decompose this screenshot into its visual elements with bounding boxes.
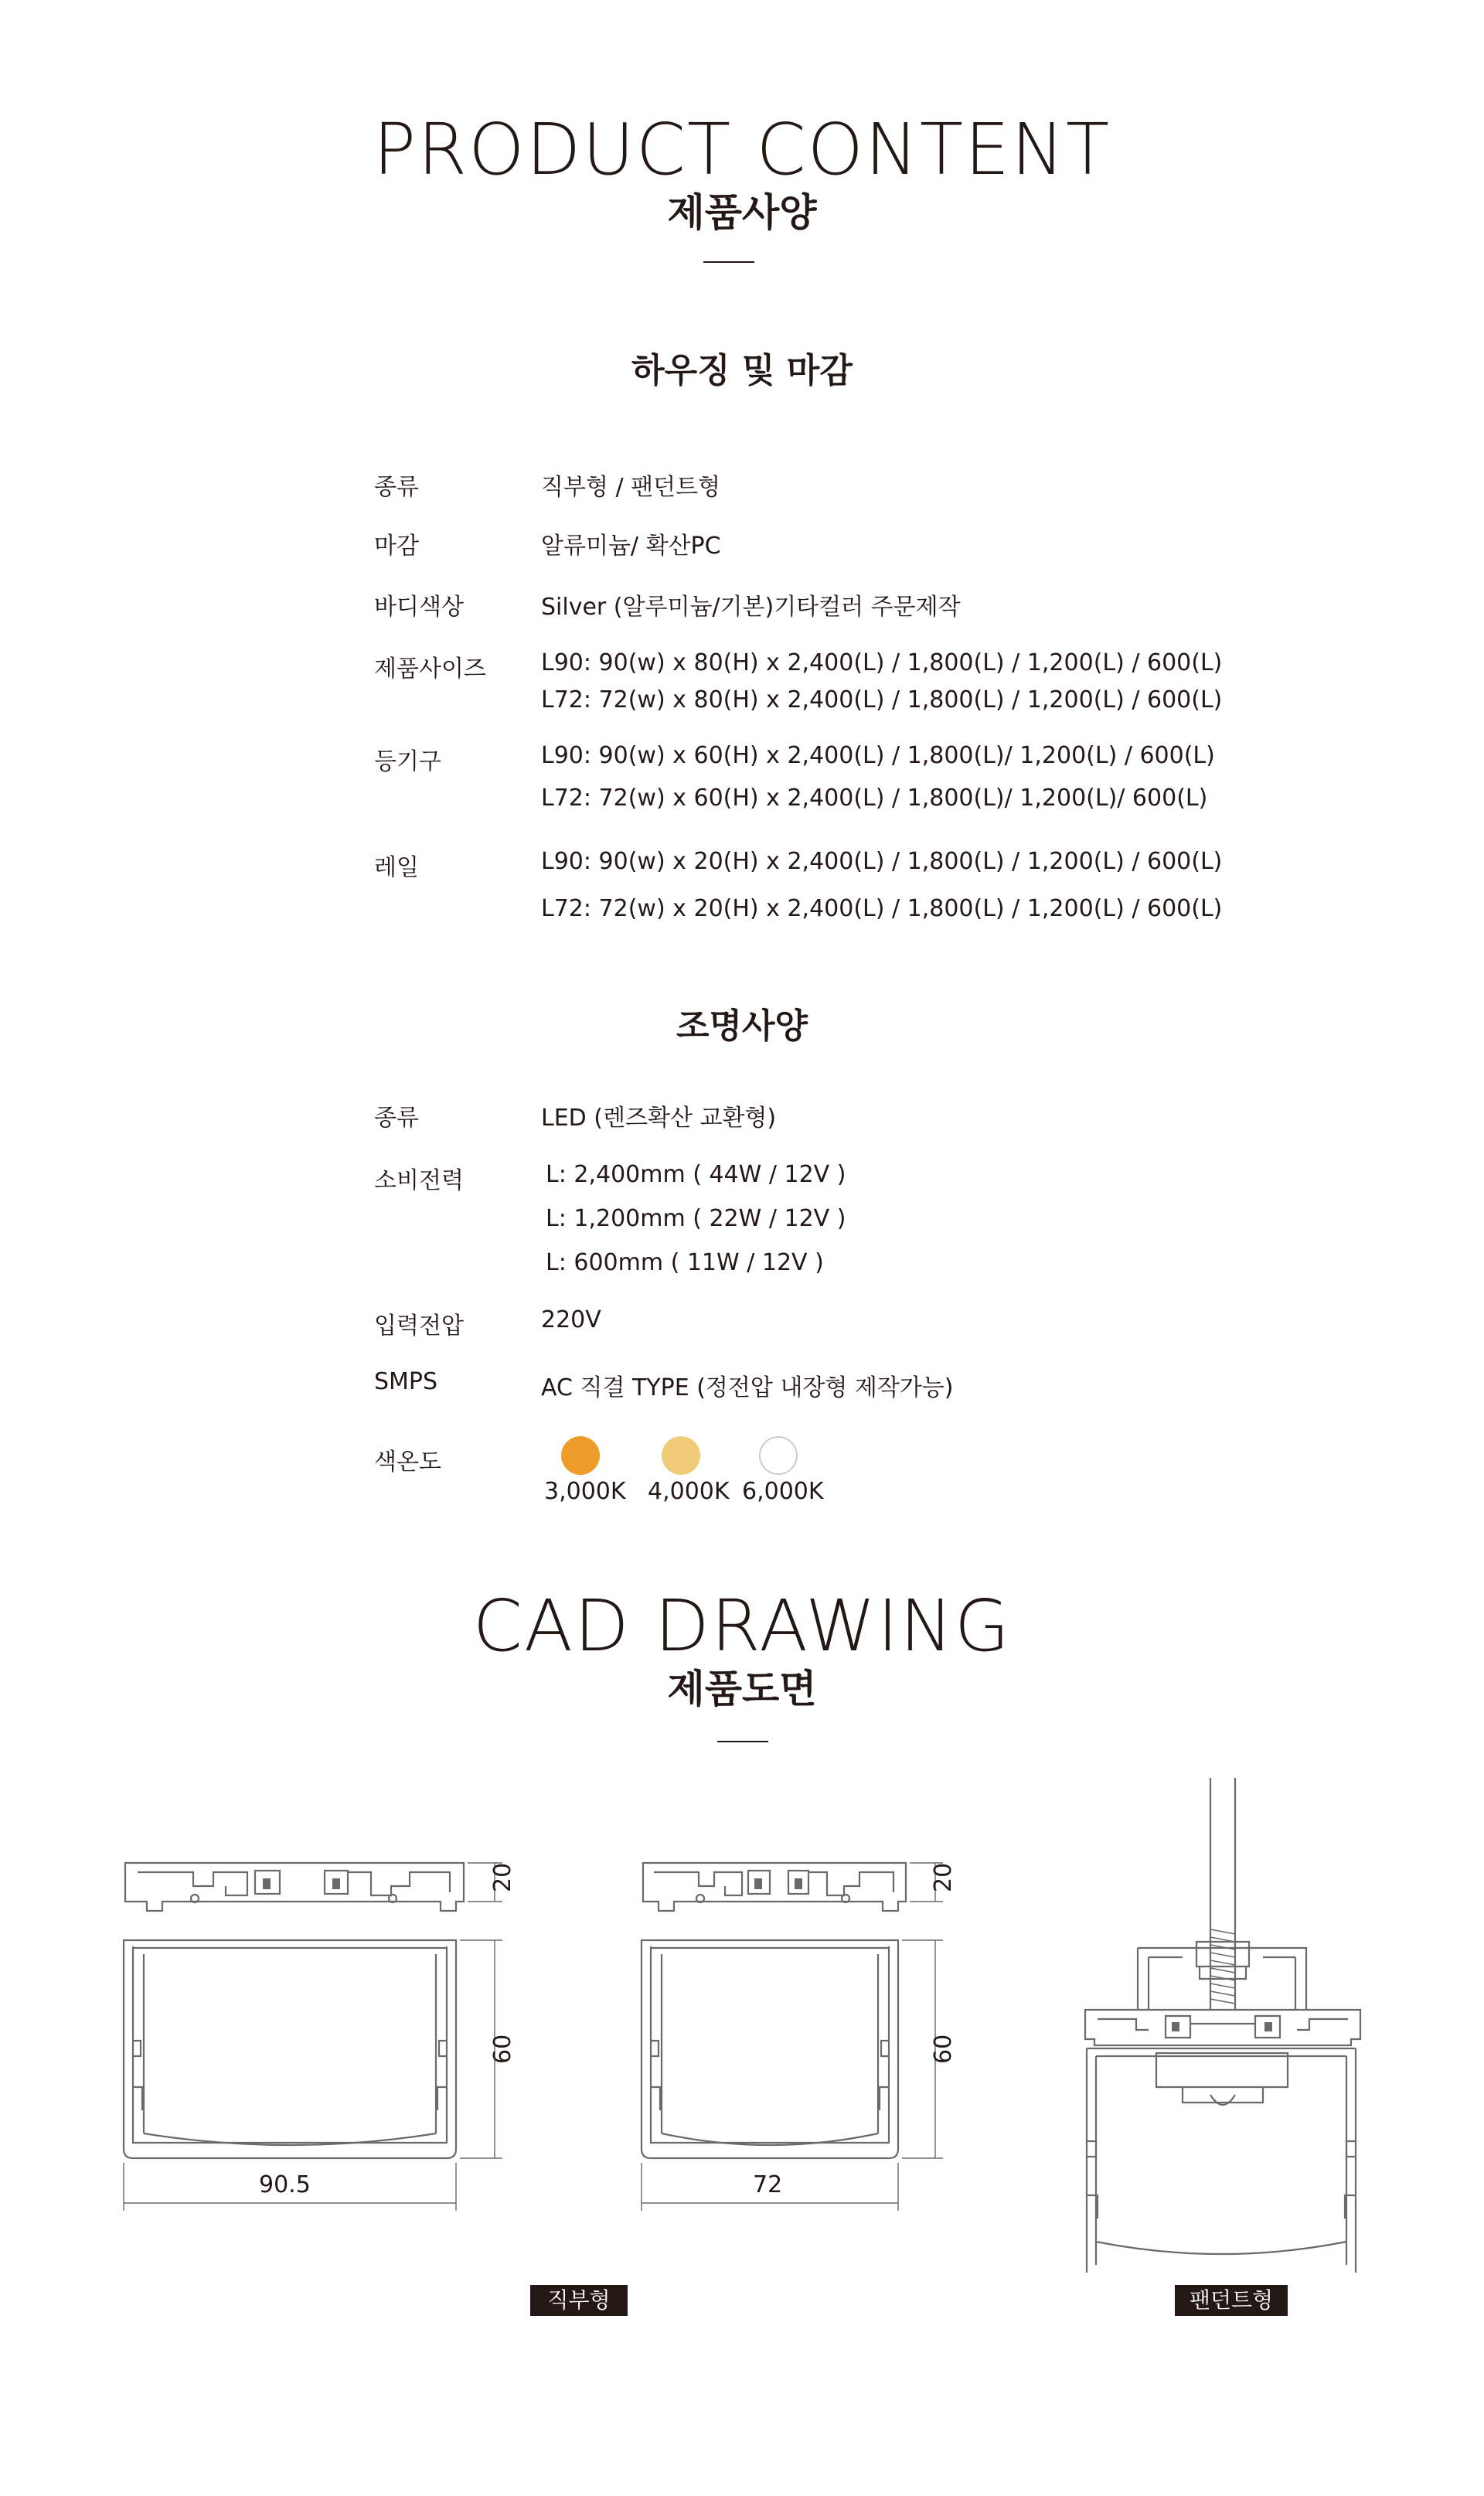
rail-clip-fill — [754, 1878, 762, 1889]
rail-clip-fill — [263, 1878, 271, 1889]
cad-drawing-surface-wide — [116, 1855, 549, 2288]
rail-clip-fill — [332, 1878, 340, 1889]
body-outline — [1087, 2048, 1356, 2273]
spec-value-type: 직부형 / 팬던트형 — [541, 474, 721, 501]
body-slots — [651, 2041, 889, 2110]
rail-height-label: 20 — [489, 1862, 516, 1892]
rail-detail — [138, 1872, 450, 1895]
spec-value-fixture-l72: L72: 72(w) x 60(H) x 2,400(L) / 1,800(L)/ 1,200(L)/ 600(L) — [541, 785, 1208, 812]
spec-value-body-color: Silver (알루미늄/기본)기타컬러 주문제작 — [541, 594, 961, 621]
swatch-4000k — [662, 1436, 700, 1475]
light-value-voltage: 220V — [541, 1306, 601, 1333]
light-value-power-600: L: 600mm ( 11W / 12V ) — [546, 1249, 824, 1276]
swatch-3000k — [561, 1436, 600, 1475]
body-outline — [642, 1940, 898, 2158]
cad-drawing-pendant — [1074, 1778, 1368, 2273]
rail-outline — [1085, 2010, 1360, 2045]
lighting-section-title: 조명사양 — [676, 1006, 808, 1046]
width-label: 72 — [753, 2171, 783, 2198]
title-divider — [703, 261, 754, 263]
swatch-3000k-label: 3,000K — [544, 1478, 626, 1505]
light-value-type: LED (렌즈확산 교환형) — [541, 1105, 777, 1132]
spec-label-fixture: 등기구 — [374, 748, 441, 775]
spec-label-finish: 마감 — [374, 533, 419, 560]
led-module — [1156, 2053, 1288, 2103]
tag-surface-type: 직부형 — [530, 2285, 628, 2316]
swatch-4000k-label: 4,000K — [648, 1478, 730, 1505]
threaded-rod — [1210, 1778, 1235, 2010]
cad-drawing-surface-narrow — [634, 1855, 989, 2288]
rail-clip-fill — [1172, 2022, 1179, 2031]
swatch-6000k — [759, 1436, 798, 1475]
light-label-type: 종류 — [374, 1105, 419, 1132]
light-value-power-2400: L: 2,400mm ( 44W / 12V ) — [546, 1161, 846, 1188]
cad-divider — [717, 1741, 768, 1742]
cad-title: CAD DRAWING — [472, 1585, 1012, 1667]
spec-value-rail-l90: L90: 90(w) x 20(H) x 2,400(L) / 1,800(L) / 1,200(L) / 600(L) — [541, 848, 1223, 875]
spec-label-product-size: 제품사이즈 — [374, 655, 486, 683]
page-subtitle: 제품사양 — [667, 190, 817, 235]
spec-value-fixture-l90: L90: 90(w) x 60(H) x 2,400(L) / 1,800(L)/ 1,200(L) / 600(L) — [541, 742, 1215, 769]
rail-clip-fill — [1264, 2022, 1272, 2031]
tag-pendant-type: 팬던트형 — [1175, 2285, 1288, 2316]
rail-detail — [654, 1872, 893, 1895]
width-label: 90.5 — [259, 2171, 311, 2198]
body-outline — [124, 1940, 456, 2158]
rail-clip — [1166, 2016, 1280, 2038]
rail-outline — [643, 1863, 906, 1911]
light-label-power: 소비전력 — [374, 1167, 464, 1194]
cad-subtitle: 제품도면 — [667, 1667, 817, 1711]
spec-value-product-size-l72: L72: 72(w) x 80(H) x 2,400(L) / 1,800(L) / 1,200(L) / 600(L) — [541, 686, 1223, 713]
spec-label-rail: 레일 — [374, 854, 419, 881]
light-value-smps: AC 직결 TYPE (정전압 내장형 제작가능) — [541, 1374, 954, 1401]
rail-height-label: 20 — [930, 1862, 957, 1892]
body-height-label: 60 — [930, 2034, 957, 2064]
rail-clip-fill — [795, 1878, 802, 1889]
housing-section-title: 하우징 및 마감 — [631, 351, 853, 390]
body-height-label: 60 — [489, 2034, 516, 2064]
spec-value-product-size-l90: L90: 90(w) x 80(H) x 2,400(L) / 1,800(L) / 1,200(L) / 600(L) — [541, 649, 1223, 676]
light-label-voltage: 입력전압 — [374, 1313, 464, 1340]
page-title: PRODUCT CONTENT — [373, 108, 1111, 191]
body-inner — [651, 1946, 889, 2143]
spec-value-rail-l72: L72: 72(w) x 20(H) x 2,400(L) / 1,800(L) / 1,200(L) / 600(L) — [541, 895, 1223, 922]
light-label-smps: SMPS — [374, 1368, 438, 1395]
body-inner — [133, 1946, 447, 2143]
spec-value-finish: 알류미늄/ 확산PC — [541, 533, 721, 560]
diffuser-curve — [1096, 2242, 1346, 2254]
spec-label-body-color: 바디색상 — [374, 594, 464, 621]
swatch-6000k-label: 6,000K — [742, 1478, 824, 1505]
body-slots — [1087, 2141, 1356, 2218]
rail-outline — [125, 1863, 464, 1911]
light-value-power-1200: L: 1,200mm ( 22W / 12V ) — [546, 1205, 846, 1232]
spec-label-type: 종류 — [374, 474, 419, 501]
light-label-color-temp: 색온도 — [374, 1449, 441, 1476]
body-slots — [133, 2041, 447, 2110]
